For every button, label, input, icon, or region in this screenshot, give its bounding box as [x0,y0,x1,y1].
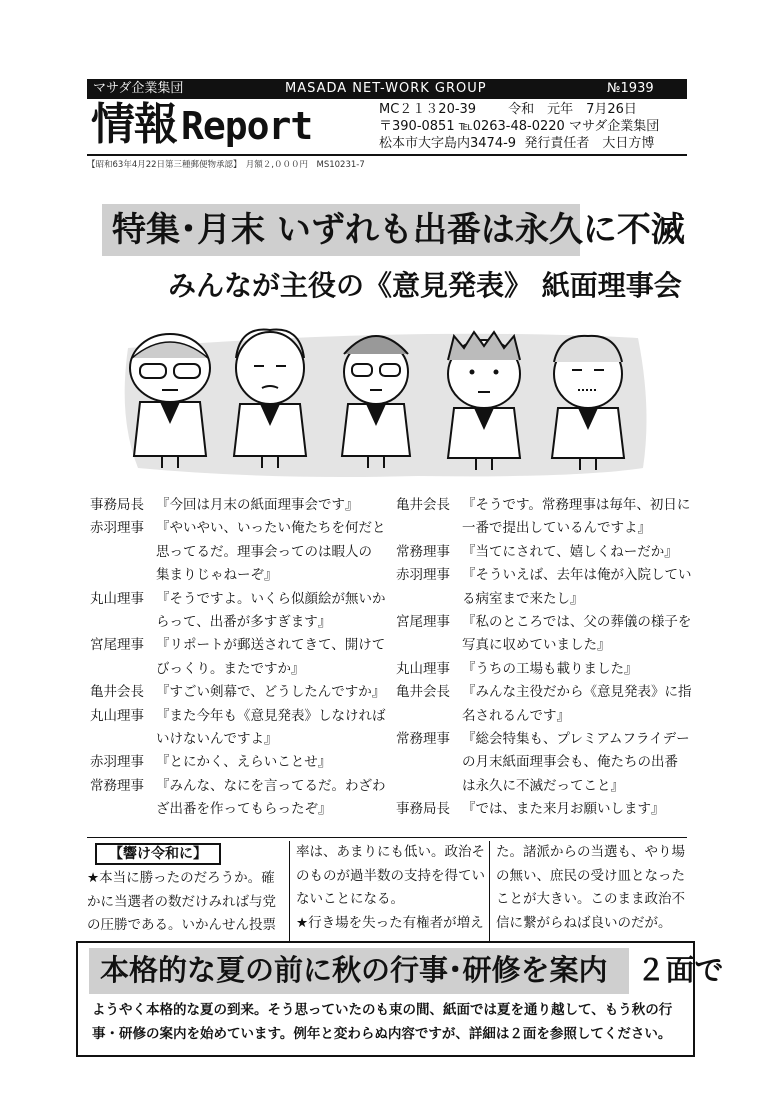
dialogue-line [90,751,380,774]
dialogue-entry [396,564,692,611]
masthead-rule [87,154,687,156]
dialogue-line [90,588,386,611]
speaker-name: 亀井会長 [396,497,450,513]
dialogue-entry [90,494,380,517]
dialogue-entry [90,775,386,822]
dialogue-entry [90,634,386,681]
speech-text: 『そういえば、去年は俺が入院してい [462,567,692,584]
publisher: マサダ企業集団 [568,119,660,134]
speech-text: 『みんな主役だから《意見発表》に指 [462,684,692,701]
speech-continuation: 写真に収めていました』 [462,637,611,654]
speaker-name: 宮尾理事 [396,614,450,631]
column-title: 【響け令和に】 [95,843,221,865]
announcement-line: ようやく本格的な夏の到来。そう思っていたのも束の間、紙面では夏を通り越して、もう秋の行 [92,1002,673,1018]
speech-continuation: 名されるんです』 [462,707,570,724]
dialogue-entry [90,588,386,635]
speech-text: 『では、また来月お願いします』 [462,801,665,818]
dialogue-left-column [90,494,386,822]
masthead-bar [87,79,687,99]
column-line: ★行き場を失った有権者が増え [296,914,484,931]
column-line: 信に繋がらねば良いのだが。 [496,914,672,931]
postal-note: 【昭和63年4月22日第三種郵便物承認】 月額２,０００円 MS10231-7 [87,160,365,170]
figure-1 [130,334,210,468]
column-line: の無い、庶民の受け皿となった [496,867,685,884]
column-line: 率は、あまりにも低い。政治そ [296,844,485,860]
logo-jp: 情報 [91,99,177,150]
dialogue-entry [90,517,386,587]
dialogue-entry [90,705,386,752]
column-line: ことが大きい。このまま政治不 [496,891,685,908]
dialogue-entry [396,611,692,658]
dialogue-entry [396,541,686,564]
speech-continuation: びっくり。またですか』 [156,660,305,677]
speech-text: 『今回は月末の紙面理事会です』 [156,497,359,513]
announcement-body [92,998,682,1046]
speech-text: 『とにかく、えらいことせ』 [156,754,332,771]
speech-continuation: は永久に不滅だってこと』 [462,777,624,794]
dialogue-line [396,564,692,587]
speaker-name: 赤羽理事 [90,754,144,771]
dialogue-line [396,681,692,704]
logo [91,101,312,150]
dialogue-line [396,541,686,564]
speaker-name: 事務局長 [90,497,144,513]
announcement-line: 事・研修の案内を始めています。例年と変わらぬ内容ですが、詳細は２面を参照してください。 [92,1026,672,1042]
speech-continuation: ざ出番を作ってもらったぞ』 [156,801,332,818]
dialogue-line [396,494,691,517]
board-members-illustration [118,318,652,484]
speech-continuation: いけないんですよ』 [156,731,278,748]
speech-text: 『やいやい、いったい俺たちを何だと [156,520,386,537]
masthead-info [379,101,685,152]
column-line: のものが過半数の支持を得てい [296,867,485,884]
masthead [87,79,687,155]
speech-text: 『うちの工場も載りました』 [462,660,638,677]
column-line: かに当選者の数だけみれば与党 [87,893,276,910]
speaker-name: 丸山理事 [396,660,450,677]
dialogue-entry [90,751,380,774]
dialogue-line [396,658,686,681]
group-name-jp: マサダ企業集団 [93,81,184,96]
column-box-1 [87,841,284,941]
dialogue-line [90,634,386,657]
dialogue-line [396,728,690,751]
issue-code: MC２１３20-39 [379,102,477,117]
speech-continuation: の月末紙面理事会も、俺たちの出番 [462,754,678,771]
speech-continuation: らって、出番が多すぎます』 [156,614,332,631]
sub-headline: みんなが主役の《意見発表》 紙面理事会 [168,269,682,302]
speech-text: 『当てにされて、嬉しくねーだか』 [462,543,678,560]
dialogue-entry [396,681,692,728]
column-line: ★本当に勝ったのだろうか。確 [87,870,275,886]
telephone: ℡0263-48-0220 [458,119,565,134]
dialogue-line [90,681,386,704]
speaker-name: 亀井会長 [396,684,450,701]
speaker-name: 常務理事 [396,543,450,560]
speech-text: 『みんな、なにを言ってるだ。わざわ [156,777,386,794]
speaker-name: 亀井会長 [90,684,144,701]
editor: 発行責任者 大日方博 [524,136,655,151]
speech-continuation: る病室まで来たし』 [462,590,584,607]
column-top-rule [87,837,687,838]
announcement-title: 本格的な夏の前に秋の行事･研修を案内 ２面で [100,953,724,987]
dialogue-line [90,517,386,540]
speech-continuation: 一番で提出しているんですよ』 [462,520,651,537]
column-line: の圧勝である。いかんせん投票 [87,917,276,934]
speaker-name: 赤羽理事 [396,567,450,584]
dialogue-entry [90,681,386,704]
speaker-name: 常務理事 [90,777,144,794]
issue-number: №1939 [607,81,654,96]
column-line: ないことになる。 [296,891,404,908]
dialogue-line [90,494,380,517]
main-headline: 特集･月末 いずれも出番は永久に不滅 [112,210,685,250]
speech-continuation: 集まりじゃねーぞ』 [156,567,278,584]
dialogue-right-column [396,494,692,822]
speaker-name: 事務局長 [396,801,450,818]
speech-text: 『そうですよ。いくら似顔絵が無いか [156,590,386,607]
column-box-2 [289,841,491,941]
column-box-3 [489,841,692,941]
speech-text: 『そうです。常務理事は毎年、初日に [462,497,691,513]
speaker-name: 常務理事 [396,731,450,748]
dialogue-line [396,611,692,634]
speech-continuation: 思ってるだ。理事会ってのは暇人の [156,543,372,560]
speech-text: 『リポートが郵送されてきて、開けて [156,637,386,654]
issue-date: 令和 元年 7月26日 [508,102,637,117]
column-line: た。諸派からの当選も、やり場 [496,844,685,860]
speech-text: 『すごい剣幕で、どうしたんですか』 [156,684,386,701]
dialogue-entry [396,798,686,821]
dialogue-entry [396,728,690,798]
logo-en: Report [181,104,313,148]
dialogue-entry [396,494,691,541]
speech-text: 『また今年も《意見発表》しなければ [156,707,386,724]
speaker-name: 赤羽理事 [90,520,144,537]
postal-code: 〒390-0851 [379,119,455,134]
speaker-name: 丸山理事 [90,707,144,724]
speech-text: 『総会特集も、プレミアムフライデー [462,731,690,748]
group-name-en: MASADA NET-WORK GROUP [285,81,487,96]
speaker-name: 丸山理事 [90,590,144,607]
speech-text: 『私のところでは、父の葬儀の様子を [462,614,692,631]
speaker-name: 宮尾理事 [90,637,144,654]
address: 松本市大字島内3474-9 [379,136,517,151]
column-section [87,841,687,941]
dialogue-line [396,798,686,821]
dialogue-line [90,775,386,798]
dialogue-entry [396,658,686,681]
dialogue-line [90,705,386,728]
